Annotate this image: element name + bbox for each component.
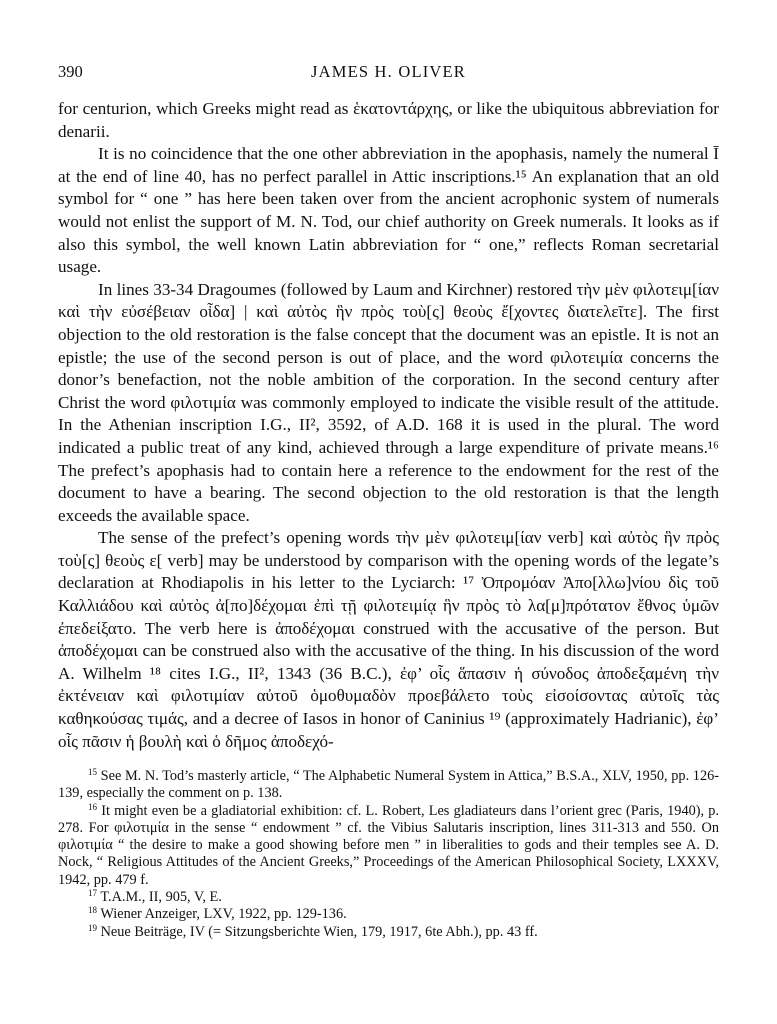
paragraph: It is no coincidence that the one other abbreviation in the apophasis, namely the numeral Ī at the end of line 40, has no perfect parallel in Attic inscriptions.¹⁵ An explanation that an old symbol for “ one ” has here been taken over from the ancient acrophonic system of numerals would not enlist the support of M. N. Tod, our chief authority on Greek numerals. It looks as if also this symbol, the well known Latin abbreviation for “ one,” reflects Roman secretarial usage. — [58, 144, 719, 277]
paragraph: In lines 33-34 Dragoumes (followed by Laum and Kirchner) restored τὴν μὲν φιλοτειμ[ίαν καὶ τὴν εὐσέβειαν οἶδα] | καὶ αὐτὸς ἣν πρὸς τοὺ[ς] θεοὺς ἔ[χοντες διατελεῖτε]. The first objection to the old restoration is the false concept that the document was an epistle. It is not an epistle; the use of the second person is out of place, and the word φιλοτειμία concerns the donor’s benefaction, not the noble ambition of the corporation. In the second century after Christ the word φιλοτιμία was commonly employed to indicate the visible result of the attitude. In the Athenian inscription I.G., II², 3592, of A.D. 168 it is used in the plural. The word indicated a public treat of any kind, achieved through a large expenditure of private means.¹⁶ The prefect’s apophasis had to contain here a reference to the endowment for the rest of the document to have a bearing. The second objection to the old restoration is that the length exceeds the available space. — [58, 279, 719, 525]
footnotes — [58, 768, 719, 941]
footnote-text: T.A.M., II, 905, V, E. — [100, 889, 222, 906]
paragraph: The sense of the prefect’s opening words τὴν μὲν φιλοτειμ[ίαν verb] καὶ αὐτὸς ἣν πρὸς τοὺ[ς] θεοὺς ε[ verb] may be understood by comparison with the opening words of the legate’s declaration at Rhodiapolis in his letter to the Lyciarch: ¹⁷ Ὀπρομόαν Ἀπο[λλω]νίου δὶς τοῦ Καλλιάδου καὶ αὐτὸς ἀ[πο]δέχομαι ἐπὶ τῇ φιλοτειμίᾳ ἣν πρὸς τὸ λα[μ]πρότατον ἔθνος ὑμῶν ἐπεδείξατο. The verb here is ἀποδέχομαι construed with the accusative of the person. But ἀποδέχομαι can be construed also with the accusative of the thing. In his discussion of the word A. Wilhelm ¹⁸ cites I.G., II², 1343 (36 B.C.), ἐφ’ οἷς ἅπασιν ἡ σύνοδος ἀποδεξαμένη τὴν ἐκτένειαν καὶ φιλοτιμίαν αὐτοῦ ὁμοθυμαδὸν προεβάλετο τοὺς εἰσοίσοντας αὐτοῖς τὰς καθηκούσας τιμάς, and a decree of Iasos in honor of Caninius ¹⁹ (approximately Hadrianic), ἐφ’ οἷς πᾶσιν ἡ βουλὴ καὶ ὁ δῆμος ἀποδεχό- — [58, 528, 719, 751]
footnote-text: Neue Beiträge, IV (= Sitzungsberichte Wien, 179, 1917, 6te Abh.), pp. 43 ff. — [100, 923, 538, 940]
footnote-number: 16 — [88, 801, 97, 812]
footnote-number: 19 — [88, 922, 97, 933]
page-number: 390 — [58, 62, 83, 81]
footnote-number: 18 — [88, 905, 97, 916]
footnote — [58, 924, 719, 941]
page-header — [58, 62, 719, 84]
paragraph: for centurion, which Greeks might read as ἑκατοντάρχης, or like the ubiquitous abbreviation for denarii. — [58, 99, 719, 141]
running-head: JAMES H. OLIVER — [310, 62, 467, 81]
footnote-number: 17 — [88, 888, 97, 899]
footnote — [58, 906, 719, 923]
footnote — [58, 803, 719, 889]
footnote — [58, 889, 719, 906]
footnote-text: See M. N. Tod’s masterly article, “ The Alphabetic Numeral System in Attica,” B.S.A., XLV, 1950, pp. 126-139, especially the comment on p. 138. — [58, 768, 720, 802]
footnote-number: 15 — [88, 767, 97, 777]
footnote-text: Wiener Anzeiger, LXV, 1922, pp. 129-136. — [100, 906, 347, 923]
footnote — [58, 768, 719, 803]
body-text — [58, 98, 719, 753]
footnote-text: It might even be a gladiatorial exhibition: cf. L. Robert, Les gladiateurs dans l’orient grec (Paris, 1940), p. 278. For φιλοτιμία in the sense “ endowment ” cf. the Vibius Salutaris inscription, lines 311-313 and 550. On φιλοτιμία “ the desire to make a good showing before men ” in liberalities to gods and their temples see A. D. Nock, “ Religious Attitudes of the Ancient Greeks,” Proceedings of the American Philosophical Society, LXXXV, 1942, pp. 479 f. — [58, 802, 720, 888]
